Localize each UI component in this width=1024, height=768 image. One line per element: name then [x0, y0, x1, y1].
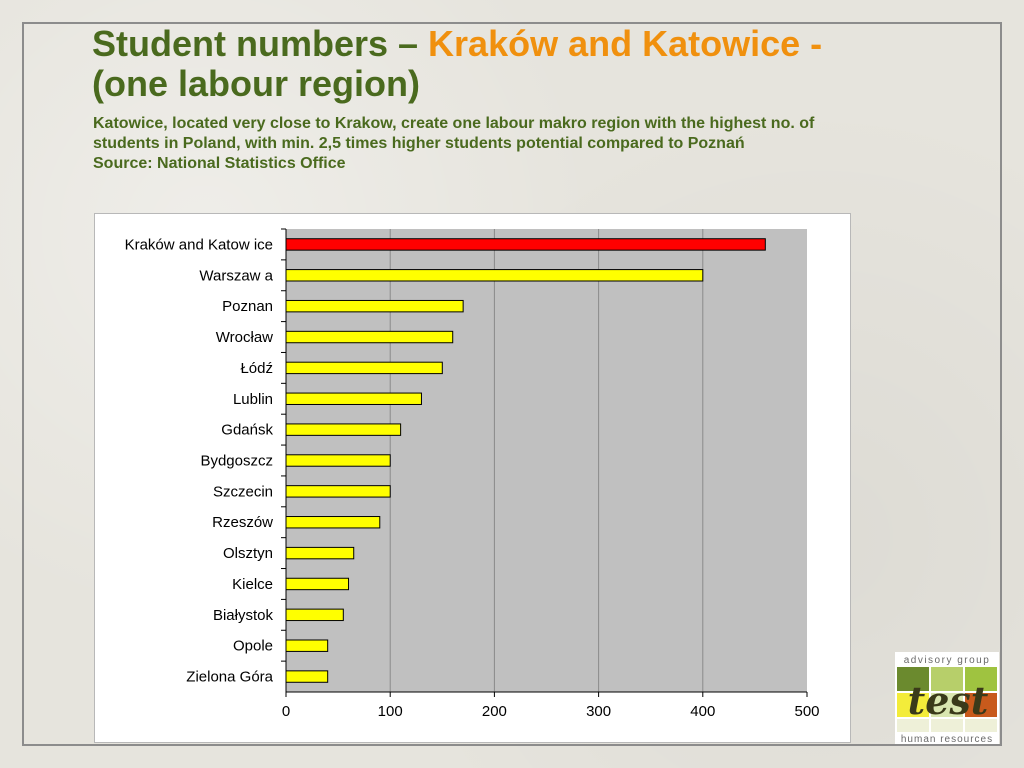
- category-label: Olsztyn: [222, 545, 273, 563]
- bar: [286, 578, 349, 589]
- category-label: Gdańsk: [221, 421, 273, 439]
- category-label: Poznan: [222, 298, 273, 316]
- subtitle-line-2: students in Poland, with min. 2,5 times higher students potential compared to Poznań: [93, 135, 745, 152]
- category-label: Kielce: [232, 575, 273, 593]
- company-logo: [895, 652, 999, 744]
- category-label: Opole: [232, 637, 273, 655]
- x-tick-label: 500: [794, 703, 820, 720]
- logo-graphic: [895, 652, 999, 744]
- title-part-2: Kraków and Katowice -: [428, 23, 823, 64]
- bar: [286, 362, 442, 373]
- category-label: Bydgoszcz: [200, 452, 273, 470]
- title-part-1: Student numbers –: [92, 23, 429, 64]
- x-tick-label: 400: [690, 703, 716, 720]
- category-label: Łódź: [240, 359, 273, 377]
- category-label: Białystok: [212, 606, 273, 624]
- chart-container: [94, 213, 851, 743]
- category-label: Rzeszów: [212, 514, 273, 532]
- logo-bottom-text: human resources: [900, 734, 994, 744]
- logo-word: test: [907, 678, 989, 723]
- bar: [286, 547, 354, 558]
- bar: [286, 609, 343, 620]
- bar: [286, 331, 453, 342]
- title-part-3: (one labour region): [92, 63, 420, 104]
- x-tick-label: 200: [481, 703, 507, 720]
- bar: [286, 517, 380, 528]
- bar: [286, 671, 328, 682]
- bar: [286, 455, 390, 466]
- x-tick-label: 100: [377, 703, 403, 720]
- subtitle-line-1: Katowice, located very close to Krakow, create one labour makro region with the highest no. of: [93, 115, 815, 132]
- bar: [286, 640, 328, 651]
- x-tick-label: 300: [586, 703, 612, 720]
- logo-top-text: advisory group: [903, 655, 991, 666]
- category-label: Kraków and Katow ice: [124, 236, 273, 254]
- category-label: Lublin: [232, 390, 273, 408]
- slide-subtitle: [93, 114, 923, 174]
- bar: [286, 270, 703, 281]
- category-label: Wrocław: [215, 329, 273, 347]
- bar: [286, 393, 421, 404]
- bar: [286, 300, 463, 311]
- bar: [286, 239, 765, 250]
- category-label: Warszaw a: [199, 267, 273, 285]
- bar: [286, 486, 390, 497]
- category-label: Szczecin: [212, 483, 273, 501]
- source-line: Source: National Statistics Office: [93, 155, 346, 172]
- bar: [286, 424, 401, 435]
- slide-title: [92, 24, 932, 104]
- category-label: Zielona Góra: [186, 668, 273, 686]
- bar-chart: [95, 214, 850, 742]
- x-tick-label: 0: [281, 703, 291, 720]
